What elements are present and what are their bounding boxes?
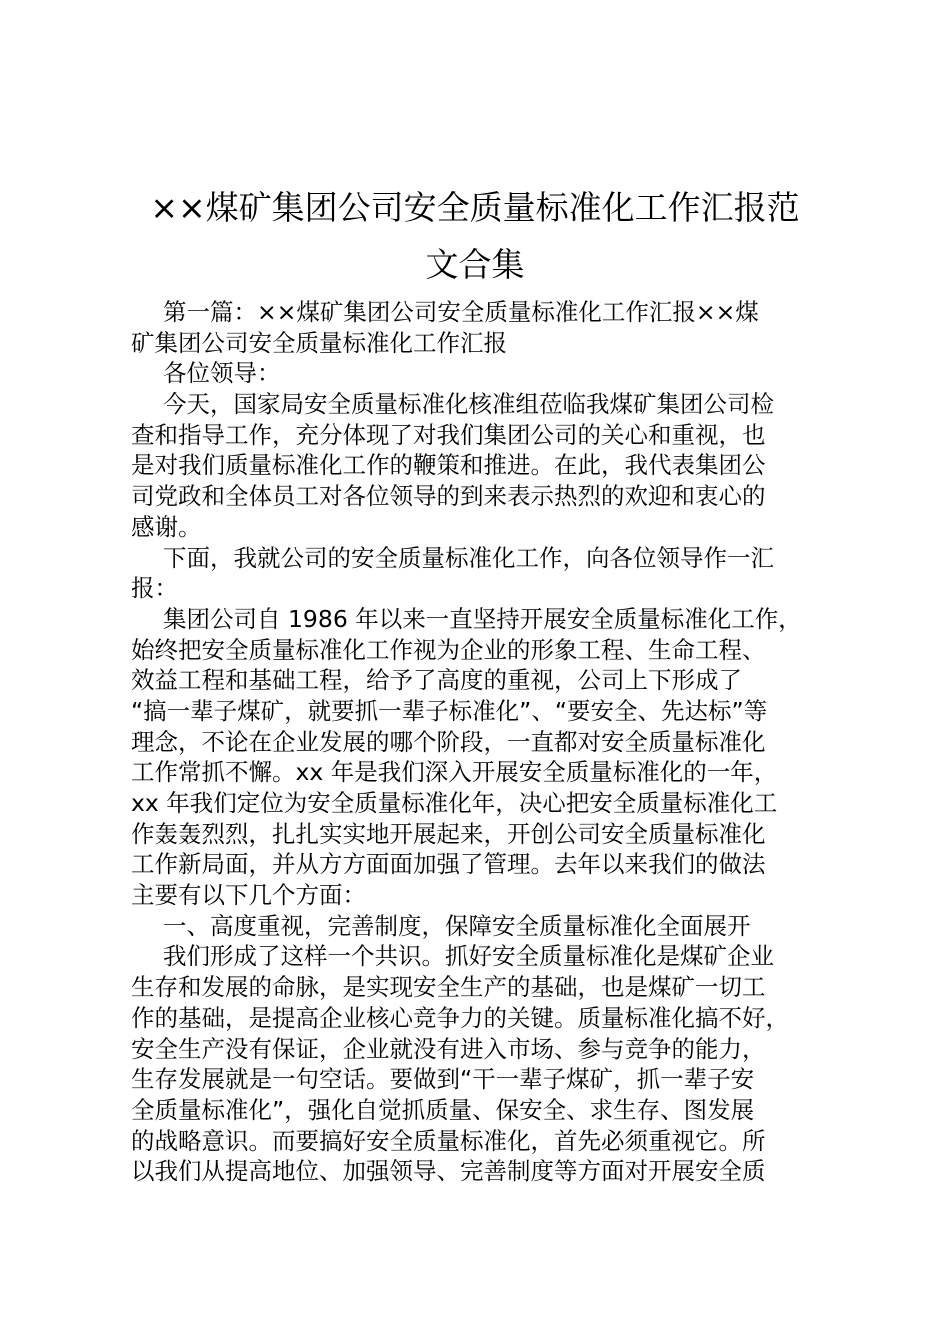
body-line: 主要有以下几个方面： bbox=[131, 881, 366, 910]
body-line: 安全生产没有保证，企业就没有进入市场、参与竞争的能力， bbox=[131, 1034, 766, 1063]
body-line: “搞一辈子煤矿，就要抓一辈子标准化”、“要安全、先达标”等 bbox=[131, 696, 768, 725]
body-line: 理念，不论在企业发展的哪个阶段，一直都对安全质量标准化 bbox=[131, 727, 766, 756]
body-line: 报： bbox=[131, 574, 178, 603]
document-title-line-1: ××煤矿集团公司安全质量标准化工作汇报范 bbox=[150, 188, 800, 227]
body-line: 工作常抓不懈。xx 年是我们深入开展安全质量标准化的一年， bbox=[131, 758, 778, 787]
section-heading: 一、高度重视，完善制度，保障安全质量标准化全面展开 bbox=[163, 911, 751, 940]
body-line: 司党政和全体员工对各位领导的到来表示热烈的欢迎和衷心的 bbox=[131, 482, 766, 511]
document-body bbox=[131, 297, 851, 1187]
body-line: 查和指导工作，充分体现了对我们集团公司的关心和重视，也 bbox=[131, 420, 766, 449]
document-title-line-2: 文合集 bbox=[425, 245, 525, 284]
body-line: 作的基础，是提高企业核心竞争力的关键。质量标准化搞不好， bbox=[131, 1003, 789, 1032]
body-line: 全质量标准化”，强化自觉抓质量、保安全、求生存、图发展 bbox=[131, 1095, 755, 1124]
body-line: 第一篇：××煤矿集团公司安全质量标准化工作汇报××煤 bbox=[163, 298, 759, 326]
body-line: 生存发展就是一句空话。要做到“干一辈子煤矿，抓一辈子安 bbox=[131, 1065, 755, 1094]
body-line: 是对我们质量标准化工作的鞭策和推进。在此，我代表集团公 bbox=[131, 451, 766, 480]
body-line: 以我们从提高地位、加强领导、完善制度等方面对开展安全质 bbox=[131, 1157, 766, 1186]
body-line: 始终把安全质量标准化工作视为企业的形象工程、生命工程、 bbox=[131, 635, 766, 664]
body-line: 今天，国家局安全质量标准化核准组莅临我煤矿集团公司检 bbox=[163, 390, 774, 419]
body-line: 下面，我就公司的安全质量标准化工作，向各位领导作一汇 bbox=[163, 543, 774, 572]
body-line: 矿集团公司安全质量标准化工作汇报 bbox=[131, 328, 507, 357]
body-line: 我们形成了这样一个共识。抓好安全质量标准化是煤矿企业 bbox=[163, 942, 774, 971]
body-line: 各位领导： bbox=[163, 359, 281, 388]
body-line: 的战略意识。而要搞好安全质量标准化，首先必须重视它。所 bbox=[131, 1126, 766, 1155]
body-line: 工作新局面，并从方方面面加强了管理。去年以来我们的做法 bbox=[131, 850, 766, 879]
body-line: 效益工程和基础工程，给予了高度的重视，公司上下形成了 bbox=[131, 666, 742, 695]
body-line: 感谢。 bbox=[131, 512, 202, 541]
body-line: xx 年我们定位为安全质量标准化年，决心把安全质量标准化工 bbox=[131, 789, 778, 817]
body-line: 生存和发展的命脉，是实现安全生产的基础，也是煤矿一切工 bbox=[131, 973, 766, 1002]
body-line: 集团公司自 1986 年以来一直坚持开展安全质量标准化工作， bbox=[163, 604, 802, 633]
body-line: 作轰轰烈烈，扎扎实实地开展起来，开创公司安全质量标准化 bbox=[131, 819, 766, 848]
